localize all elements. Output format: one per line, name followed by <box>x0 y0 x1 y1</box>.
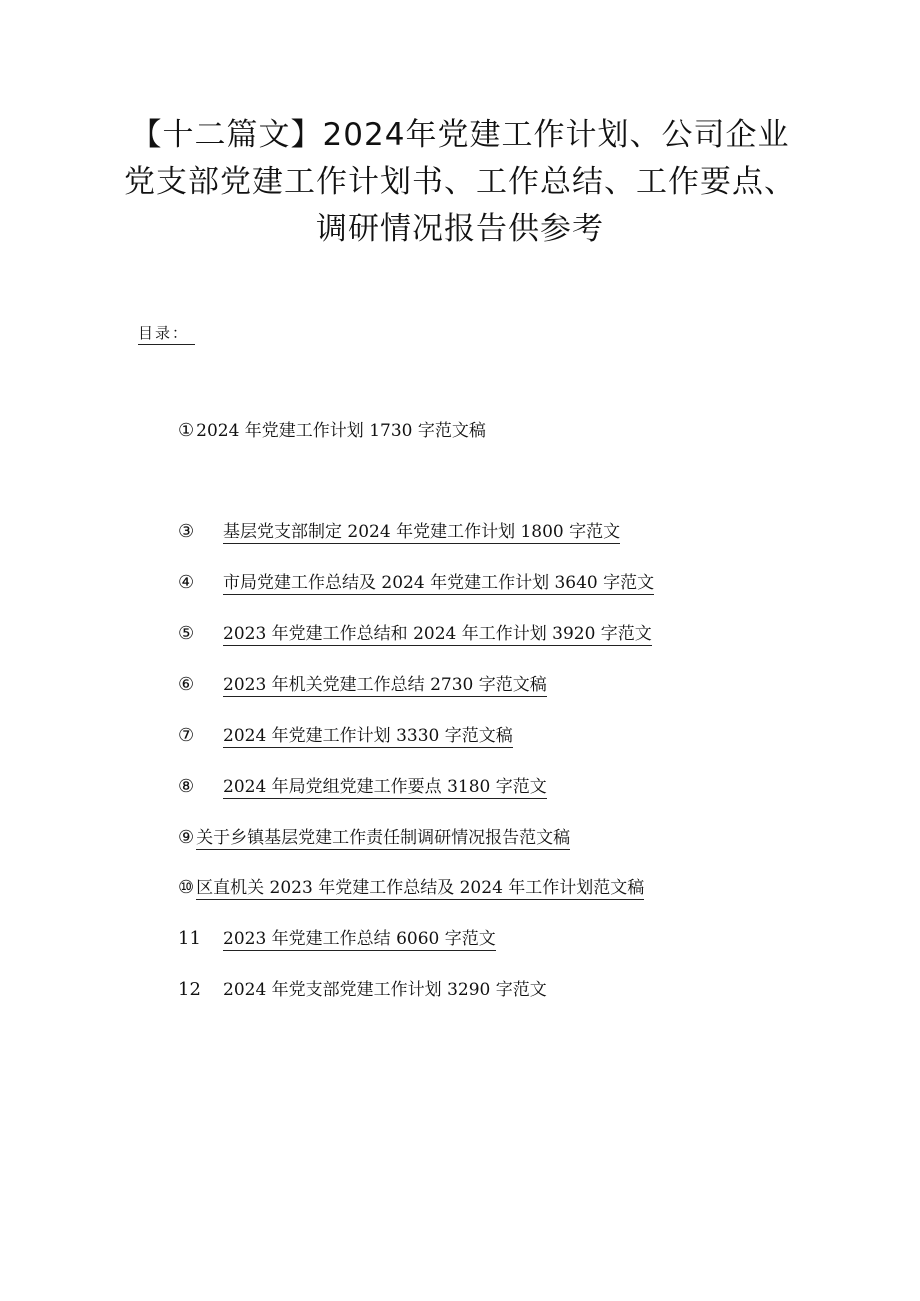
toc-entry-link[interactable]: 市局党建工作总结及 2024 年党建工作计划 3640 字范文 <box>223 572 655 593</box>
toc-entry-8[interactable] <box>178 773 547 801</box>
toc-label: 目录： <box>138 322 195 345</box>
toc-entry-number: ⑦ <box>178 725 195 746</box>
toc-entry-link[interactable]: 2023 年机关党建工作总结 2730 字范文稿 <box>223 674 547 695</box>
toc-entry-number: ⑥ <box>178 674 195 695</box>
toc-entry-number: ⑧ <box>178 776 195 797</box>
toc-entry-link[interactable]: 区直机关 2023 年党建工作总结及 2024 年工作计划范文稿 <box>196 877 645 898</box>
toc-entry-number: 12 <box>178 979 201 1000</box>
document-title: 【十二篇文】2024年党建工作计划、公司企业党支部党建工作计划书、工作总结、工作要点、调研情况报告供参考 <box>124 117 796 247</box>
toc-entry-number: 11 <box>178 928 201 949</box>
toc-entry-text: 2024 年党支部党建工作计划 3290 字范文 <box>223 980 547 1000</box>
toc-entry-number: ⑨ <box>178 827 195 848</box>
toc-entry-11[interactable] <box>178 925 496 953</box>
toc-entry-link[interactable]: 2023 年党建工作总结 6060 字范文 <box>223 928 496 949</box>
toc-entry-4[interactable] <box>178 569 654 597</box>
toc-entry-number: ① <box>178 420 195 441</box>
toc-entry-number: ④ <box>178 572 195 593</box>
toc-entry-link[interactable]: 基层党支部制定 2024 年党建工作计划 1800 字范文 <box>223 521 621 542</box>
toc-entry-link[interactable]: 2023 年党建工作总结和 2024 年工作计划 3920 字范文 <box>223 623 652 644</box>
toc-entry-7[interactable] <box>178 722 513 750</box>
toc-entry-1[interactable] <box>178 417 486 445</box>
toc-entry-link[interactable]: 2024 年党建工作计划 3330 字范文稿 <box>223 725 513 746</box>
toc-entry-text: 2024 年党建工作计划 1730 字范文稿 <box>196 421 486 441</box>
toc-entry-6[interactable] <box>178 671 547 699</box>
toc-entry-link[interactable]: 关于乡镇基层党建工作责任制调研情况报告范文稿 <box>196 827 571 848</box>
toc-entry-5[interactable] <box>178 620 652 648</box>
toc-entry-link[interactable]: 2024 年局党组党建工作要点 3180 字范文 <box>223 776 547 797</box>
toc-entry-number: ⑩ <box>178 877 195 898</box>
toc-entry-number: ③ <box>178 521 195 542</box>
toc-entry-9[interactable] <box>178 824 570 852</box>
toc-entry-10[interactable] <box>178 874 644 902</box>
toc-entry-number: ⑤ <box>178 623 195 644</box>
toc-entry-3[interactable] <box>178 518 620 546</box>
toc-entry-12[interactable] <box>178 976 547 1004</box>
